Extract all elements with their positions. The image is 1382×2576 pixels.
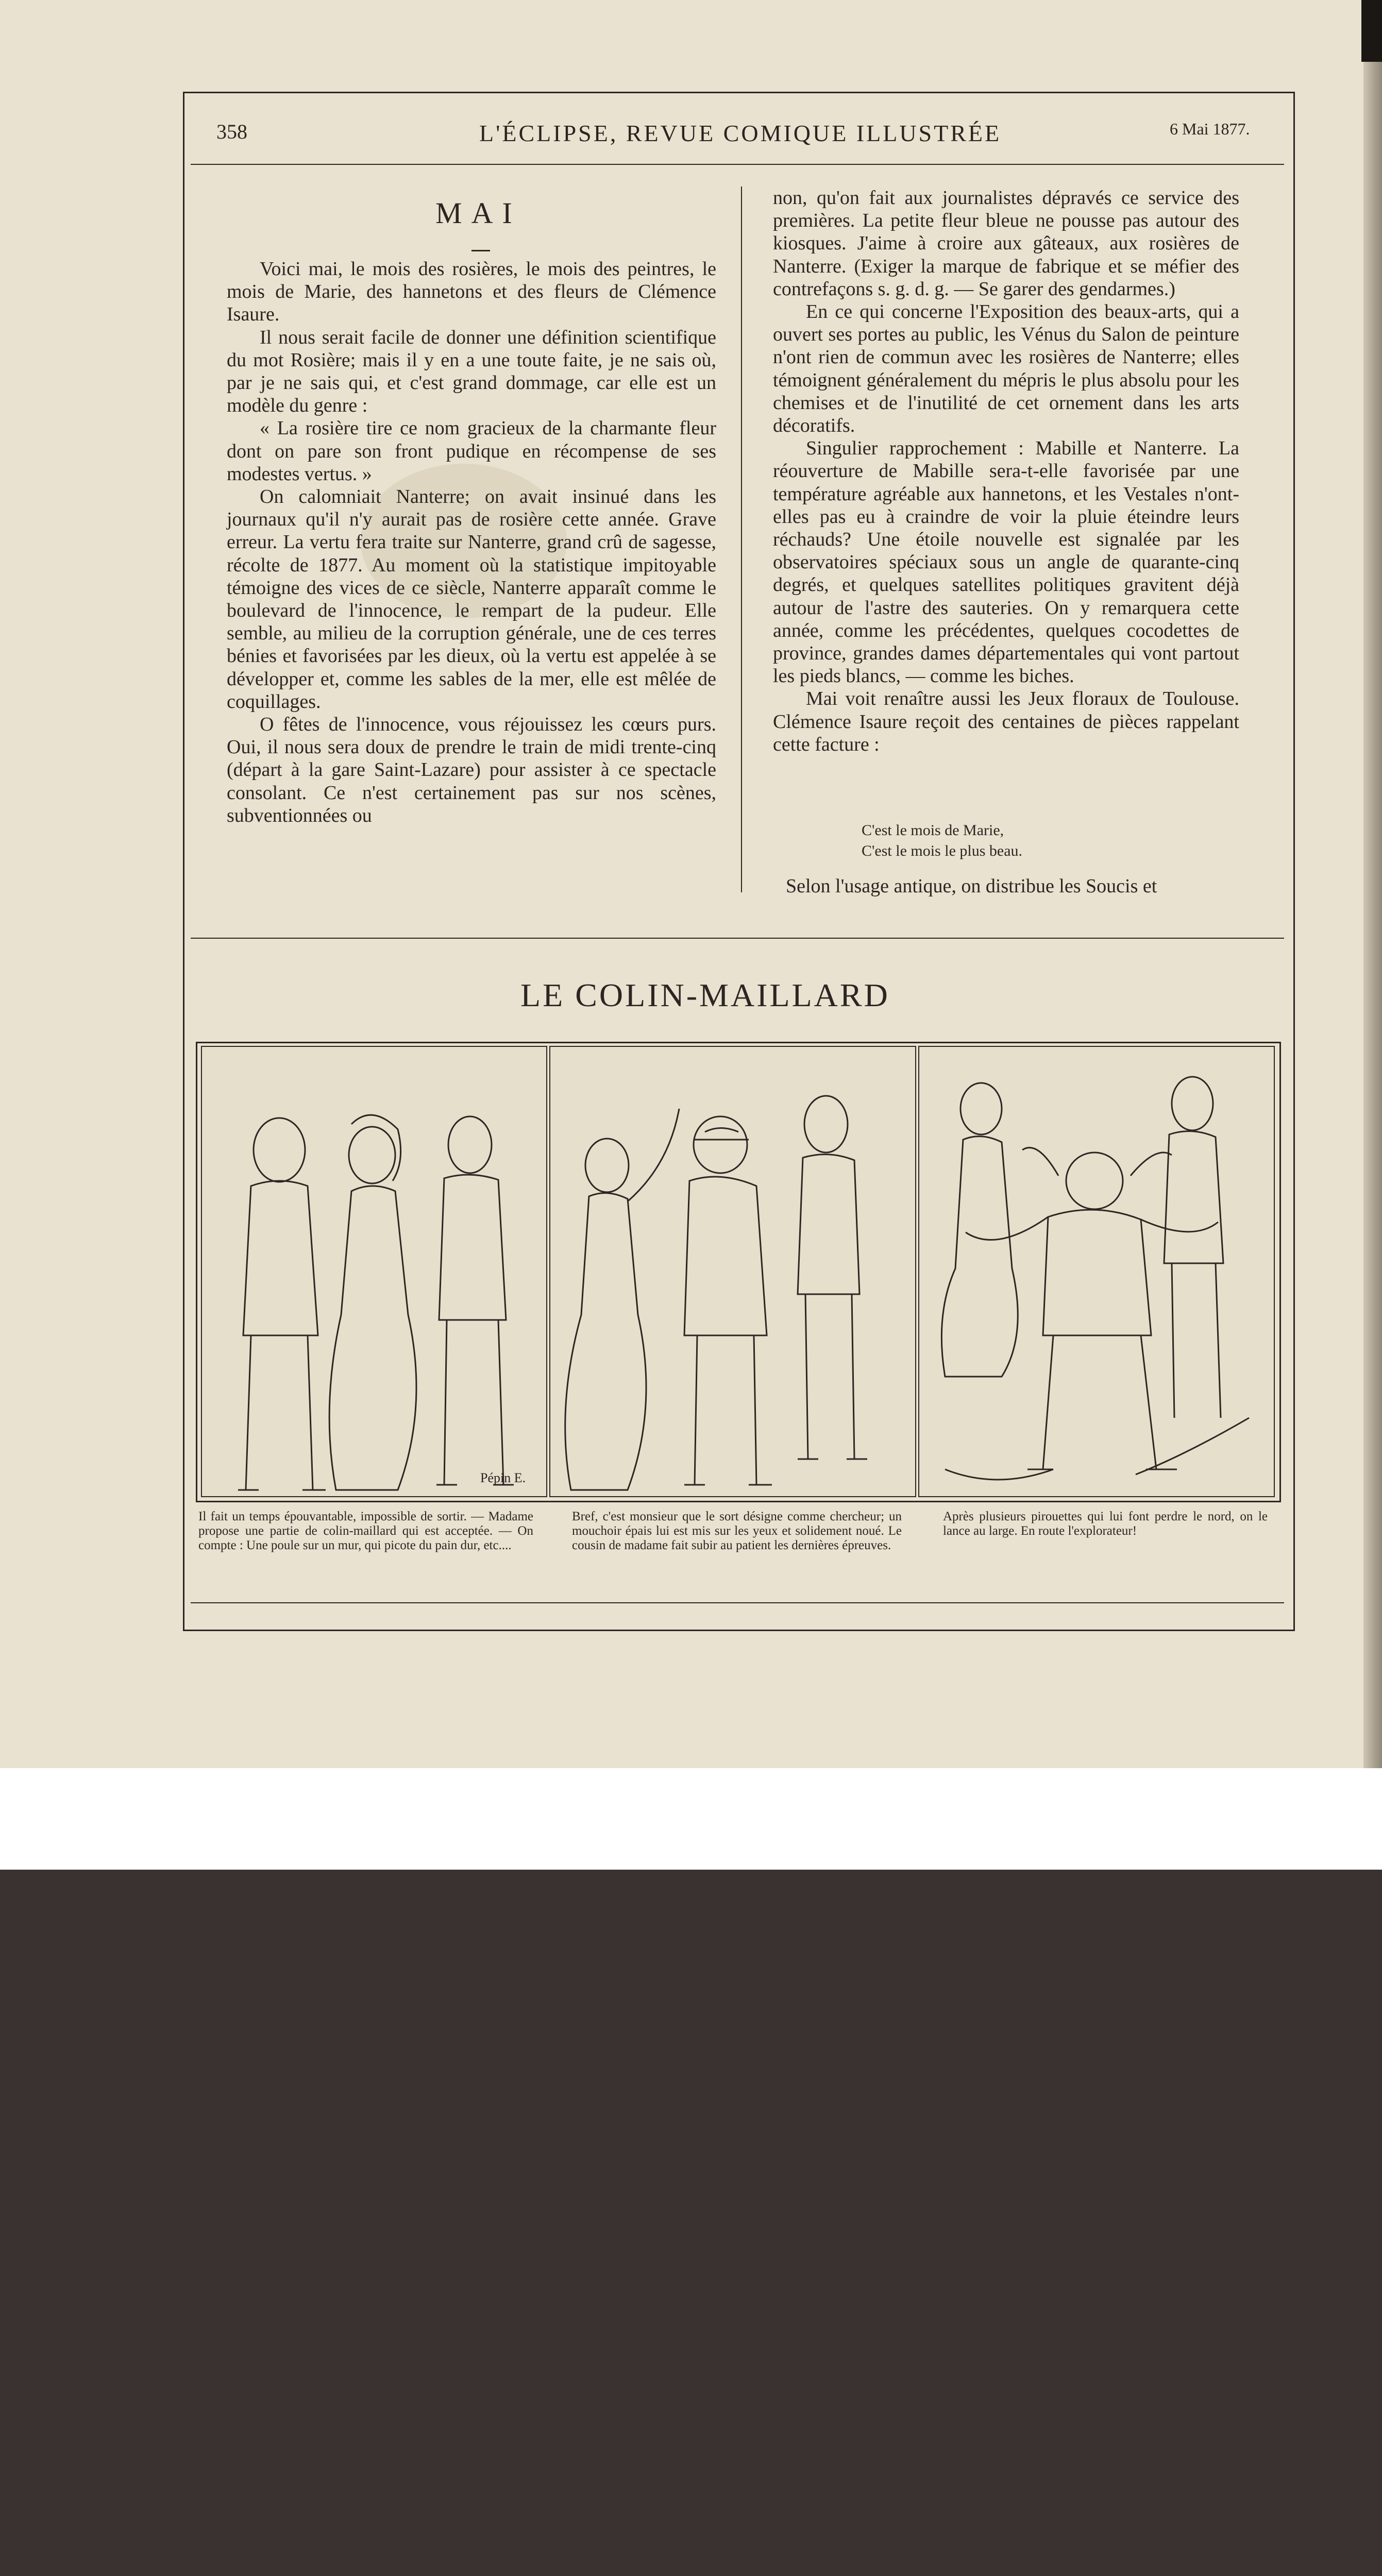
digitization-footer xyxy=(0,1768,1382,1870)
article-right-column xyxy=(773,187,1239,756)
issue-date: 6 Mai 1877. xyxy=(1170,120,1250,138)
header-rule xyxy=(191,164,1284,165)
article-paragraph: O fêtes de l'innocence, vous réjouissez les cœurs purs. Oui, il nous sera doux de prendre le train de midi trente-cinq (départ à la gare Saint-Lazare) pour assister à ce spectacle consolant. Ce n'est certainement pas sur nos scènes, subventionnées ou xyxy=(227,714,716,826)
panel-3-illustration xyxy=(919,1047,1274,1496)
cartoon-caption-3: Après plusieurs pirouettes qui lui font perdre le nord, on le lance au large. En route l'explorateur! xyxy=(943,1510,1268,1538)
verse-line: C'est le mois de Marie, xyxy=(862,822,1004,839)
column-separator xyxy=(741,187,742,892)
panel-2-illustration xyxy=(550,1047,915,1496)
cartoon-panel-2 xyxy=(549,1046,916,1497)
article-title: MAI xyxy=(435,196,521,230)
title-dash xyxy=(471,250,490,251)
artist-signature: Pépin E. xyxy=(480,1470,526,1485)
panel-1-illustration xyxy=(202,1047,546,1496)
cartoon-panel-3 xyxy=(918,1046,1275,1497)
page-corner xyxy=(1361,0,1382,62)
cartoon-caption-2: Bref, c'est monsieur que le sort désigne comme chercheur; un mouchoir épais lui est mis sur les yeux et solidement noué. Le cousin de madame fait subir au patient les dernières épreuves. xyxy=(572,1510,902,1552)
article-paragraph: Singulier rapprochement : Mabille et Nanterre. La réouverture de Mabille sera-t-elle favorisée par une température agréable aux hannetons, et les Vestales n'ont-elles pas eu à craindre de voir la pluie éteindre leurs réchauds? Une étoile nouvelle est signalée par les observatoires spéciaux sous un angle de quarante-cinq degrés, et quelques satellites politiques gravitent déjà autour de l'astre des sauteries. On y remarquera cette année, comme les précédentes, quelques cocodettes de province, grandes dames départementales qui vont partout les pieds blancs, — comme les biches. xyxy=(773,437,1239,687)
article-paragraph: Il nous serait facile de donner une définition scientifique du mot Rosière; mais il y en a une toute faite, je ne sais où, par je ne sais qui, et c'est grand dommage, car elle est un modèle du genre : xyxy=(227,326,716,417)
page-edge-shadow xyxy=(1363,0,1382,1768)
section-rule xyxy=(191,938,1284,939)
article-continuation: Selon l'usage antique, on distribue les Soucis et xyxy=(786,875,1157,897)
article-left-column xyxy=(227,258,716,827)
article-paragraph: Mai voit renaître aussi les Jeux floraux de Toulouse. Clémence Isaure reçoit des centaines de pièces rappelant cette facture : xyxy=(773,688,1239,755)
cartoon-caption-1: Il fait un temps épouvantable, impossible de sortir. — Madame propose une partie de colin-maillard qui est acceptée. — On compte : Une poule sur un mur, qui picote du pain dur, etc.... xyxy=(198,1510,533,1552)
verse-line: C'est le mois le plus beau. xyxy=(862,842,1023,859)
page-number: 358 xyxy=(216,120,247,143)
article-paragraph: Voici mai, le mois des rosières, le mois des peintres, le mois de Marie, des hannetons et des fleurs de Clémence Isaure. xyxy=(227,258,716,326)
publication-title: L'ÉCLIPSE, REVUE COMIQUE ILLUSTRÉE xyxy=(479,120,1002,146)
article-paragraph: On calomniait Nanterre; on avait insinué dans les journaux qu'il n'y aurait pas de rosière cette année. Grave erreur. La vertu fera traite sur Nanterre, grand crû de sagesse, récolte de 1877. Au moment où la statistique impitoyable témoigne des vices de ce siècle, Nanterre apparaît comme le boulevard de l'innocence, le rempart de la pudeur. Elle semble, au milieu de la corruption générale, une de ces terres bénies et favorisées par les dieux, où la vertu est appelée à se développer et, comme les sables de la mer, elle est mêlée de coquillages. xyxy=(227,486,716,713)
cartoon-title: LE COLIN-MAILLARD xyxy=(520,977,890,1013)
article-paragraph: non, qu'on fait aux journalistes dépravés ce service des premières. La petite fleur bleue ne pousse pas autour des kiosques. J'aime à croire aux gâteaux, aux rosières de Nanterre. (Exiger la marque de fabrique et se méfier des contrefaçons s. g. d. g. — Se garer des gendarmes.) xyxy=(773,187,1239,300)
article-paragraph: En ce qui concerne l'Exposition des beaux-arts, qui a ouvert ses portes au public, les Vénus du Salon de peinture n'ont rien de commun avec les rosières de Nanterre; elles témoignent généralement du mépris le plus absolu pour les chemises et de l'inutilité de cet ornement dans les arts décoratifs. xyxy=(773,301,1239,437)
article-paragraph: « La rosière tire ce nom gracieux de la charmante fleur dont on pare son front pudique en récompense de ses modestes vertus. » xyxy=(227,417,716,485)
verse-quote xyxy=(862,820,1022,861)
cartoon-panel-1 xyxy=(201,1046,547,1497)
bottom-rule xyxy=(191,1602,1284,1603)
